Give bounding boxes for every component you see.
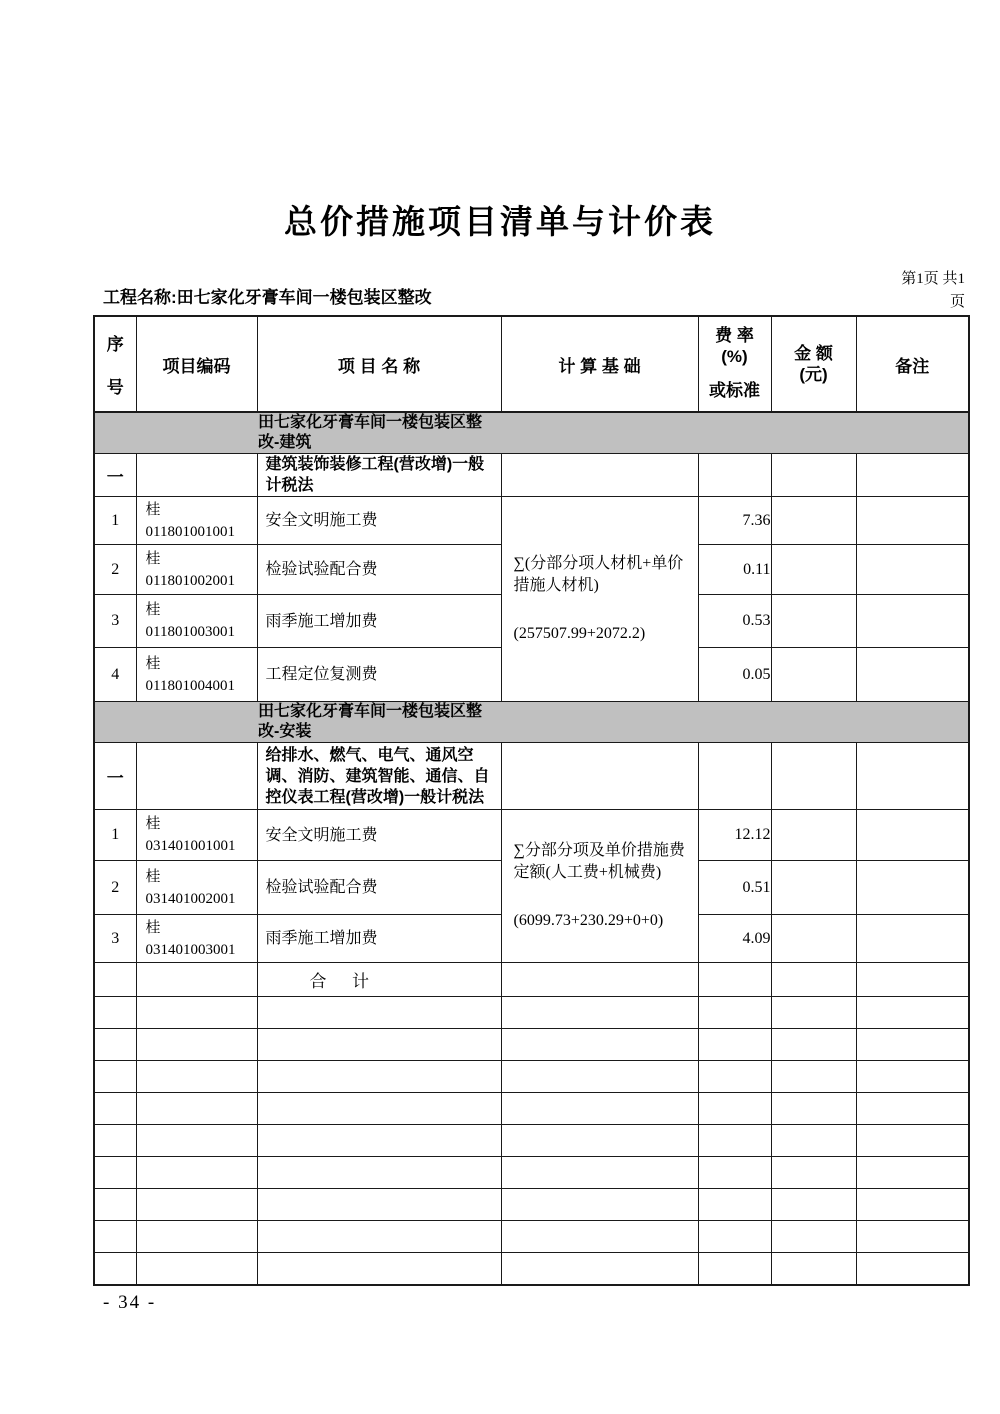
total-row	[94, 963, 969, 997]
seq-cell: 一	[94, 454, 136, 497]
empty-cell	[698, 1093, 771, 1125]
code-number: 011801001001	[145, 523, 235, 540]
amount-cell	[771, 595, 856, 648]
remark-cell	[856, 497, 969, 545]
item-row	[94, 497, 969, 545]
empty-cell	[501, 1093, 698, 1125]
empty-cell	[94, 1189, 136, 1221]
empty-cell	[856, 1221, 969, 1253]
empty-cell	[257, 1093, 501, 1125]
empty-cell	[501, 1189, 698, 1221]
remark-cell	[856, 915, 969, 963]
empty-cell	[136, 1189, 257, 1221]
empty-cell	[771, 997, 856, 1029]
rate-cell: 0.53	[698, 595, 771, 648]
section-header-cell	[94, 412, 969, 454]
empty-cell	[698, 1221, 771, 1253]
empty-cell	[856, 1253, 969, 1285]
amount-cell	[771, 454, 856, 497]
code-prefix: 桂	[145, 868, 161, 885]
code-prefix: 桂	[145, 602, 161, 618]
rate-cell	[698, 963, 771, 997]
col-header-basis: 计 算 基 础	[501, 316, 698, 412]
empty-cell	[771, 1221, 856, 1253]
total-label: 合 计	[309, 972, 369, 991]
empty-cell	[501, 997, 698, 1029]
empty-cell	[94, 1093, 136, 1125]
code-cell	[136, 861, 257, 915]
empty-cell	[94, 1221, 136, 1253]
category-name: 建筑装饰装修工程(营改增)一般计税法	[265, 456, 485, 494]
code-cell	[136, 648, 257, 702]
empty-cell	[257, 1157, 501, 1189]
empty-cell	[257, 1189, 501, 1221]
col-header-seq-bottom: 号	[106, 378, 124, 397]
amount-cell	[771, 861, 856, 915]
empty-cell	[698, 1125, 771, 1157]
section-header-cell	[94, 702, 969, 743]
empty-cell	[257, 997, 501, 1029]
amount-cell	[771, 810, 856, 861]
empty-cell	[698, 997, 771, 1029]
rate-cell	[698, 454, 771, 497]
seq-cell	[94, 963, 136, 997]
col-header-seq	[94, 316, 136, 412]
amount-cell	[771, 648, 856, 702]
item-name: 工程定位复测费	[265, 666, 378, 683]
page-indicator: 第1页 共1页	[901, 271, 965, 310]
rate-cell: 0.11	[698, 545, 771, 595]
calc-basis-values: (257507.99+2072.2)	[513, 625, 646, 642]
basis-cell	[501, 454, 698, 497]
remark-cell	[856, 861, 969, 915]
code-number: 031401001001	[145, 838, 236, 854]
pricing-table-body	[94, 316, 969, 1285]
empty-cell	[257, 1061, 501, 1093]
empty-cell	[94, 997, 136, 1029]
name-cell	[257, 810, 501, 861]
footer-page-number: - 34 -	[103, 1292, 157, 1313]
empty-cell	[501, 1125, 698, 1157]
empty-cell	[856, 1029, 969, 1061]
empty-cell	[698, 1189, 771, 1221]
code-cell	[136, 915, 257, 963]
col-header-code: 项目编码	[136, 316, 257, 412]
col-header-name: 项 目 名 称	[257, 316, 501, 412]
code-cell	[136, 595, 257, 648]
empty-cell	[257, 1125, 501, 1157]
table-header-row	[94, 316, 969, 412]
col-header-rate-line3: 或标准	[709, 381, 760, 400]
rate-cell: 4.09	[698, 915, 771, 963]
empty-cell	[856, 997, 969, 1029]
empty-cell	[771, 1189, 856, 1221]
empty-row	[94, 1221, 969, 1253]
empty-cell	[94, 1253, 136, 1285]
empty-cell	[771, 1125, 856, 1157]
rate-cell: 12.12	[698, 810, 771, 861]
section-header-row-construction	[94, 412, 969, 454]
code-cell	[136, 545, 257, 595]
calc-basis-values: (6099.73+230.29+0+0)	[513, 912, 664, 929]
category-row-installation	[94, 743, 969, 810]
col-header-remark: 备注	[856, 316, 969, 412]
col-header-rate	[698, 316, 771, 412]
empty-cell	[257, 1221, 501, 1253]
col-header-amount	[771, 316, 856, 412]
seq-cell: 3	[94, 915, 136, 963]
category-row-construction	[94, 454, 969, 497]
name-cell	[257, 963, 501, 997]
code-cell	[136, 454, 257, 497]
item-name: 安全文明施工费	[265, 512, 378, 529]
col-header-seq-top: 序	[106, 335, 124, 354]
empty-cell	[771, 1157, 856, 1189]
empty-row	[94, 1093, 969, 1125]
item-name: 安全文明施工费	[265, 826, 378, 844]
calc-basis-formula: ∑分部分项及单价措施费定额(人工费+机械费)	[513, 842, 685, 881]
rate-cell: 0.05	[698, 648, 771, 702]
amount-cell	[771, 743, 856, 810]
empty-row	[94, 1157, 969, 1189]
col-header-rate-line1: 费 率	[715, 326, 754, 345]
empty-cell	[771, 1061, 856, 1093]
amount-cell	[771, 915, 856, 963]
col-header-amount-line2: (元)	[799, 365, 828, 384]
remark-cell	[856, 545, 969, 595]
amount-cell	[771, 497, 856, 545]
empty-cell	[856, 1093, 969, 1125]
seq-cell: 4	[94, 648, 136, 702]
empty-cell	[771, 1093, 856, 1125]
item-name: 雨季施工增加费	[265, 612, 378, 630]
empty-row	[94, 1029, 969, 1061]
rate-cell: 0.51	[698, 861, 771, 915]
project-name-line: 工程名称:田七家化牙膏车间一楼包装区整改	[103, 288, 432, 307]
seq-cell: 3	[94, 595, 136, 648]
code-prefix: 桂	[145, 655, 161, 672]
empty-cell	[771, 1029, 856, 1061]
empty-cell	[136, 1253, 257, 1285]
seq-cell: 一	[94, 743, 136, 810]
empty-cell	[856, 1189, 969, 1221]
calc-basis-cell	[501, 810, 698, 963]
rate-cell: 7.36	[698, 497, 771, 545]
empty-row	[94, 1061, 969, 1093]
empty-cell	[94, 1061, 136, 1093]
name-cell	[257, 454, 501, 497]
empty-cell	[856, 1157, 969, 1189]
empty-cell	[501, 1061, 698, 1093]
empty-cell	[94, 1157, 136, 1189]
empty-cell	[94, 1029, 136, 1061]
code-prefix: 桂	[145, 919, 161, 936]
name-cell	[257, 861, 501, 915]
empty-cell	[136, 1029, 257, 1061]
basis-cell	[501, 963, 698, 997]
item-name: 雨季施工增加费	[265, 930, 378, 947]
empty-cell	[698, 1157, 771, 1189]
col-header-amount-line1: 金 额	[794, 344, 833, 363]
amount-cell	[771, 545, 856, 595]
code-cell	[136, 963, 257, 997]
code-cell	[136, 497, 257, 545]
basis-cell	[501, 743, 698, 810]
section-header-text: 田七家化牙膏车间一楼包装区整改-建筑	[258, 414, 483, 451]
remark-cell	[856, 810, 969, 861]
remark-cell	[856, 454, 969, 497]
calc-basis-formula: ∑(分部分项人材机+单价措施人材机)	[513, 555, 684, 594]
code-number: 011801004001	[145, 677, 235, 694]
name-cell	[257, 648, 501, 702]
pricing-table	[93, 315, 970, 1286]
empty-cell	[856, 1061, 969, 1093]
code-prefix: 桂	[145, 816, 161, 832]
empty-row	[94, 1253, 969, 1285]
code-number: 031401003001	[145, 941, 236, 958]
code-number: 031401002001	[145, 890, 236, 907]
empty-cell	[501, 1157, 698, 1189]
empty-cell	[501, 1221, 698, 1253]
empty-cell	[136, 1221, 257, 1253]
seq-cell: 2	[94, 861, 136, 915]
empty-cell	[136, 997, 257, 1029]
code-prefix: 桂	[145, 550, 161, 567]
name-cell	[257, 743, 501, 810]
section-header-row-installation	[94, 702, 969, 743]
seq-cell: 1	[94, 497, 136, 545]
code-prefix: 桂	[145, 501, 161, 518]
name-cell	[257, 915, 501, 963]
rate-cell	[698, 743, 771, 810]
remark-cell	[856, 963, 969, 997]
name-cell	[257, 497, 501, 545]
code-number: 011801003001	[145, 624, 235, 640]
empty-cell	[94, 1125, 136, 1157]
empty-cell	[501, 1029, 698, 1061]
empty-cell	[698, 1253, 771, 1285]
section-header-text: 田七家化牙膏车间一楼包装区整改-安装	[258, 703, 483, 740]
empty-cell	[698, 1029, 771, 1061]
empty-cell	[771, 1253, 856, 1285]
name-cell	[257, 545, 501, 595]
item-name: 检验试验配合费	[265, 879, 378, 896]
category-name: 给排水、燃气、电气、通风空调、消防、建筑智能、通信、自控仪表工程(营改增)一般计税法	[265, 746, 490, 806]
empty-cell	[257, 1029, 501, 1061]
code-cell	[136, 743, 257, 810]
amount-cell	[771, 963, 856, 997]
code-number: 011801002001	[145, 572, 235, 589]
col-header-rate-line2: (%)	[721, 347, 748, 366]
empty-row	[94, 1189, 969, 1221]
remark-cell	[856, 743, 969, 810]
empty-cell	[856, 1125, 969, 1157]
empty-cell	[501, 1253, 698, 1285]
code-cell	[136, 810, 257, 861]
remark-cell	[856, 595, 969, 648]
empty-cell	[136, 1061, 257, 1093]
remark-cell	[856, 648, 969, 702]
empty-cell	[698, 1061, 771, 1093]
name-cell	[257, 595, 501, 648]
empty-cell	[257, 1253, 501, 1285]
calc-basis-cell	[501, 497, 698, 702]
item-row	[94, 810, 969, 861]
empty-row	[94, 997, 969, 1029]
empty-cell	[136, 1093, 257, 1125]
seq-cell: 1	[94, 810, 136, 861]
empty-cell	[136, 1125, 257, 1157]
empty-row	[94, 1125, 969, 1157]
seq-cell: 2	[94, 545, 136, 595]
empty-cell	[136, 1157, 257, 1189]
document-title: 总价措施项目清单与计价表	[284, 203, 716, 240]
item-name: 检验试验配合费	[265, 561, 378, 578]
